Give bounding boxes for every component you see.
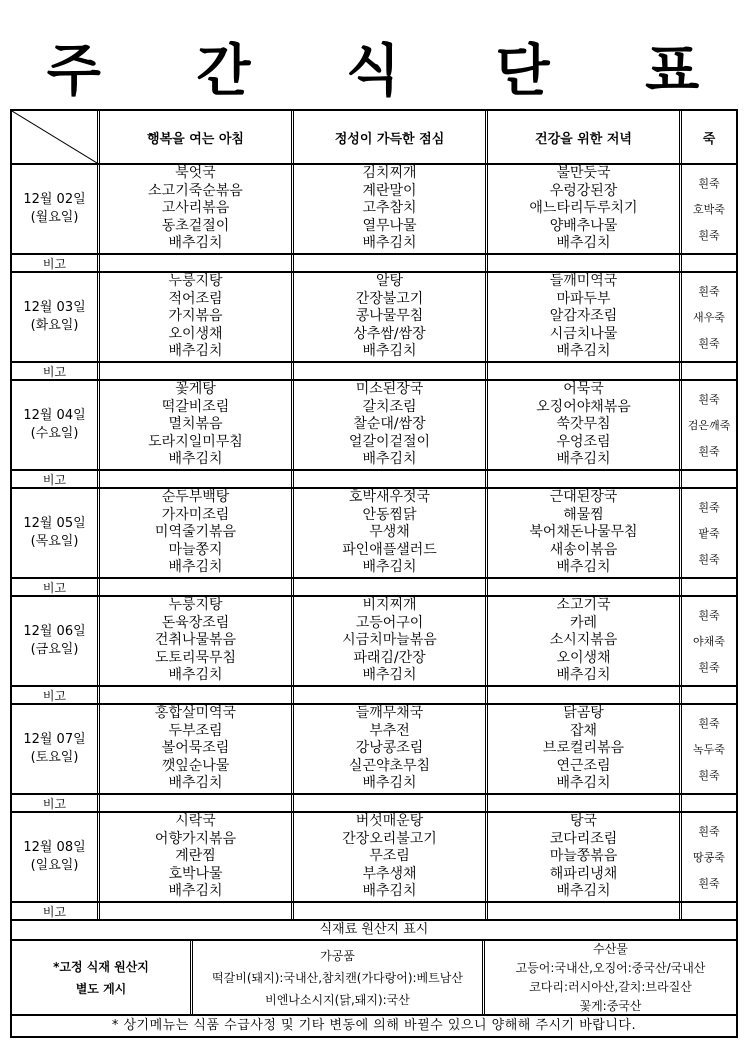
day-row <box>10 381 738 471</box>
day-row <box>10 273 738 363</box>
lunch-item: 배추김치 <box>362 451 417 468</box>
lunch-item: 배추김치 <box>362 343 417 360</box>
breakfast-item: 돈육장조림 <box>161 614 230 631</box>
note-cell <box>488 795 682 811</box>
lunch-item: 파인애플샐러드 <box>342 541 437 558</box>
weekday: (수요일) <box>30 426 79 441</box>
lunch-item: 갈치조림 <box>362 398 417 415</box>
porridge-item: 흰죽 <box>698 609 720 622</box>
porridge-item: 흰죽 <box>698 717 720 730</box>
lunch-cell <box>294 597 488 685</box>
note-label: 비고 <box>12 255 100 271</box>
porridge-item: 새우죽 <box>693 311 725 324</box>
dinner-item: 닭곰탕 <box>563 705 604 721</box>
dinner-item: 시금치나물 <box>549 325 618 342</box>
origin-seafood-title: 수산물 <box>593 941 628 956</box>
note-cell <box>488 471 682 487</box>
breakfast-item: 미역줄기볶음 <box>154 524 237 541</box>
origin-seafood-line: 꽃게:중국산 <box>579 998 642 1013</box>
porridge-item: 야채죽 <box>693 635 725 648</box>
dinner-item: 근대된장국 <box>549 489 618 505</box>
breakfast-item: 소고기죽순볶음 <box>148 182 243 199</box>
porridge-cell <box>682 489 736 577</box>
dinner-cell <box>488 273 682 361</box>
footer-notice: * 상기메뉴는 식품 수급사정 및 기타 변동에 의해 바뀔수 있으니 양해해 주시기 바랍니다. <box>10 1016 738 1038</box>
breakfast-item: 계란찜 <box>175 848 216 865</box>
lunch-cell <box>294 705 488 793</box>
dinner-item: 들깨미역국 <box>549 273 618 289</box>
date-cell <box>12 813 100 901</box>
breakfast-item: 가지볶음 <box>168 308 223 325</box>
note-cell <box>294 579 488 595</box>
porridge-item: 흰죽 <box>698 825 720 838</box>
lunch-item: 상추쌈/쌈장 <box>353 325 426 342</box>
breakfast-item: 배추김치 <box>168 883 223 900</box>
lunch-item: 무조림 <box>369 848 410 865</box>
lunch-item: 무생채 <box>369 524 410 541</box>
dinner-item: 마늘쫑볶음 <box>549 848 618 865</box>
lunch-item: 배추김치 <box>362 775 417 792</box>
lunch-cell <box>294 273 488 361</box>
breakfast-item: 배추김치 <box>168 775 223 792</box>
lunch-item: 배추김치 <box>362 235 417 252</box>
lunch-item: 간장오리불고기 <box>342 830 437 847</box>
breakfast-cell <box>100 597 294 685</box>
date: 12월 02일 <box>23 192 86 207</box>
dinner-cell <box>488 381 682 469</box>
lunch-item: 배추김치 <box>362 883 417 900</box>
lunch-item: 강낭콩조림 <box>355 740 424 757</box>
dinner-cell <box>488 489 682 577</box>
breakfast-cell <box>100 489 294 577</box>
origin-section <box>10 941 738 1016</box>
note-cell <box>100 363 294 379</box>
note-row <box>10 363 738 381</box>
dinner-cell <box>488 813 682 901</box>
lunch-item: 얼갈이겉절이 <box>348 433 431 450</box>
porridge-item: 흰죽 <box>698 877 720 890</box>
date-cell <box>12 381 100 469</box>
porridge-item: 흰죽 <box>698 337 720 350</box>
header-porridge: 죽 <box>702 131 716 147</box>
note-cell <box>100 795 294 811</box>
breakfast-item: 볼어묵조림 <box>161 740 230 757</box>
date: 12월 05일 <box>23 516 86 531</box>
lunch-cell <box>294 381 488 469</box>
dinner-item: 소고기국 <box>556 597 611 613</box>
weekday: (화요일) <box>30 318 79 333</box>
breakfast-cell <box>100 381 294 469</box>
breakfast-item: 동초겉절이 <box>161 217 230 234</box>
dinner-item: 알감자조림 <box>549 308 618 325</box>
note-label: 비고 <box>12 579 100 595</box>
breakfast-item: 고사리볶음 <box>161 200 230 217</box>
origin-fixed-line: 별도 게시 <box>75 981 127 996</box>
dinner-item: 소시지볶음 <box>549 632 618 649</box>
lunch-item: 들깨무채국 <box>355 705 424 721</box>
dinner-item: 배추김치 <box>556 451 611 468</box>
porridge-item: 흰죽 <box>698 393 720 406</box>
menu-table <box>10 109 738 1038</box>
porridge-cell <box>682 381 736 469</box>
origin-processed-line: 비엔나소시지(닭,돼지):국산 <box>265 992 410 1007</box>
breakfast-item: 적어조림 <box>168 290 223 307</box>
dinner-item: 오이생채 <box>556 649 611 666</box>
date: 12월 06일 <box>23 624 86 639</box>
lunch-item: 고추참치 <box>362 200 417 217</box>
lunch-item: 배추김치 <box>362 559 417 576</box>
lunch-cell <box>294 813 488 901</box>
date-cell <box>12 489 100 577</box>
note-cell <box>488 687 682 703</box>
porridge-item: 녹두죽 <box>693 743 725 756</box>
dinner-item: 잡채 <box>569 722 598 739</box>
note-row <box>10 795 738 813</box>
date-cell <box>12 273 100 361</box>
dinner-item: 애느타리두루치기 <box>529 200 638 217</box>
breakfast-item: 건취나물볶음 <box>154 632 237 649</box>
day-row <box>10 489 738 579</box>
breakfast-item: 누룽지탕 <box>168 273 223 289</box>
dinner-item: 배추김치 <box>556 235 611 252</box>
note-label: 비고 <box>12 903 100 919</box>
note-cell <box>682 903 736 919</box>
day-row <box>10 705 738 795</box>
breakfast-item: 배추김치 <box>168 235 223 252</box>
date: 12월 04일 <box>23 408 86 423</box>
breakfast-item: 도라지일미무침 <box>148 433 243 450</box>
note-cell <box>682 795 736 811</box>
breakfast-item: 멸치볶음 <box>168 416 223 433</box>
breakfast-cell <box>100 705 294 793</box>
breakfast-item: 깻잎순나물 <box>161 757 230 774</box>
note-cell <box>100 579 294 595</box>
note-label: 비고 <box>12 363 100 379</box>
dinner-item: 오징어야채볶음 <box>536 398 631 415</box>
dinner-item: 탕국 <box>569 813 598 829</box>
lunch-item: 고등어구이 <box>355 614 424 631</box>
dinner-item: 북어채돈나물무침 <box>529 524 638 541</box>
header-lunch: 정성이 가득한 점심 <box>294 111 488 163</box>
lunch-item: 시금치마늘볶음 <box>342 632 437 649</box>
breakfast-item: 도토리묵무침 <box>154 649 237 666</box>
page-title: 주 간 식 단 표 <box>46 39 738 104</box>
origin-fixed <box>12 941 193 1014</box>
dinner-item: 연근조림 <box>556 757 611 774</box>
note-cell <box>682 579 736 595</box>
weekday: (목요일) <box>30 534 79 549</box>
note-cell <box>294 903 488 919</box>
porridge-cell <box>682 165 736 253</box>
porridge-item: 흰죽 <box>698 177 720 190</box>
porridge-item: 호박죽 <box>693 203 725 216</box>
note-cell <box>100 255 294 271</box>
note-cell <box>488 903 682 919</box>
dinner-item: 배추김치 <box>556 343 611 360</box>
dinner-item: 새송이볶음 <box>549 541 618 558</box>
note-cell <box>488 363 682 379</box>
note-cell <box>100 471 294 487</box>
breakfast-item: 배추김치 <box>168 451 223 468</box>
day-row <box>10 813 738 903</box>
lunch-item: 부추전 <box>369 722 410 739</box>
note-row <box>10 687 738 705</box>
origin-fixed-line: *고정 식재 원산지 <box>53 959 149 974</box>
porridge-item: 흰죽 <box>698 553 720 566</box>
lunch-item: 간장불고기 <box>355 290 424 307</box>
porridge-item: 흰죽 <box>698 501 720 514</box>
note-cell <box>100 687 294 703</box>
origin-processed <box>193 941 485 1014</box>
note-cell <box>488 255 682 271</box>
breakfast-item: 시락국 <box>175 813 216 829</box>
dinner-item: 우렁강된장 <box>549 182 618 199</box>
note-cell <box>682 687 736 703</box>
breakfast-item: 떡갈비조림 <box>161 398 230 415</box>
dinner-item: 코다리조림 <box>549 830 618 847</box>
note-cell <box>488 579 682 595</box>
porridge-cell <box>682 813 736 901</box>
note-row <box>10 579 738 597</box>
date-cell <box>12 705 100 793</box>
lunch-item: 파래김/간장 <box>353 649 426 666</box>
note-cell <box>294 255 488 271</box>
note-label: 비고 <box>12 471 100 487</box>
lunch-cell <box>294 165 488 253</box>
day-row <box>10 165 738 255</box>
note-cell <box>294 471 488 487</box>
lunch-item: 열무나물 <box>362 217 417 234</box>
dinner-item: 양배추나물 <box>549 217 618 234</box>
note-cell <box>682 363 736 379</box>
breakfast-item: 배추김치 <box>168 667 223 684</box>
weekday: (일요일) <box>30 858 79 873</box>
dinner-cell <box>488 597 682 685</box>
lunch-item: 안동찜닭 <box>362 506 417 523</box>
origin-seafood-line: 코다리:러시아산,갈치:브라질산 <box>529 979 692 994</box>
porridge-item: 흰죽 <box>698 285 720 298</box>
lunch-item: 콩나물무침 <box>355 308 424 325</box>
note-cell <box>294 363 488 379</box>
breakfast-item: 두부조림 <box>168 722 223 739</box>
lunch-cell <box>294 489 488 577</box>
porridge-item: 흰죽 <box>698 661 720 674</box>
breakfast-item: 홍합살미역국 <box>154 705 237 721</box>
dinner-item: 배추김치 <box>556 775 611 792</box>
date: 12월 08일 <box>23 840 86 855</box>
porridge-item: 검은깨죽 <box>687 419 731 432</box>
date-cell <box>12 165 100 253</box>
breakfast-item: 배추김치 <box>168 559 223 576</box>
porridge-item: 흰죽 <box>698 445 720 458</box>
lunch-item: 미소된장국 <box>355 381 424 397</box>
note-row <box>10 903 738 921</box>
weekday: (월요일) <box>30 210 79 225</box>
lunch-item: 부추생채 <box>362 865 417 882</box>
breakfast-cell <box>100 813 294 901</box>
dinner-item: 배추김치 <box>556 883 611 900</box>
table-header <box>10 109 738 165</box>
dinner-item: 배추김치 <box>556 559 611 576</box>
origin-title: 식재료 원산지 표시 <box>10 921 738 941</box>
date-cell <box>12 597 100 685</box>
dinner-item: 해물찜 <box>563 506 604 523</box>
porridge-cell <box>682 597 736 685</box>
lunch-item: 알탕 <box>375 273 404 289</box>
porridge-cell <box>682 705 736 793</box>
note-cell <box>682 255 736 271</box>
lunch-item: 비지찌개 <box>362 597 417 613</box>
lunch-item: 버섯매운탕 <box>355 813 424 829</box>
note-label: 비고 <box>12 795 100 811</box>
breakfast-item: 꽃게탕 <box>175 381 216 397</box>
date: 12월 07일 <box>23 732 86 747</box>
breakfast-item: 배추김치 <box>168 343 223 360</box>
porridge-cell <box>682 273 736 361</box>
lunch-item: 배추김치 <box>362 667 417 684</box>
breakfast-cell <box>100 273 294 361</box>
breakfast-item: 누룽지탕 <box>168 597 223 613</box>
porridge-item: 땅콩죽 <box>693 851 725 864</box>
note-row <box>10 255 738 273</box>
dinner-item: 해파리냉채 <box>549 865 618 882</box>
porridge-item: 흰죽 <box>698 769 720 782</box>
breakfast-cell <box>100 165 294 253</box>
breakfast-item: 북엇국 <box>175 165 216 181</box>
note-cell <box>294 687 488 703</box>
note-cell <box>294 795 488 811</box>
dinner-cell <box>488 165 682 253</box>
lunch-item: 계란말이 <box>362 182 417 199</box>
breakfast-item: 오이생채 <box>168 325 223 342</box>
note-row <box>10 471 738 489</box>
dinner-item: 카레 <box>569 614 598 631</box>
origin-processed-line: 떡갈비(돼지):국내산,참치캔(가다랑어):베트남산 <box>212 970 463 985</box>
weekday: (토요일) <box>30 750 79 765</box>
origin-processed-title: 가공품 <box>320 948 355 963</box>
dinner-item: 배추김치 <box>556 667 611 684</box>
day-row <box>10 597 738 687</box>
porridge-item: 흰죽 <box>698 229 720 242</box>
dinner-item: 우엉조림 <box>556 433 611 450</box>
diagonal-corner-cell <box>12 111 100 163</box>
dinner-cell <box>488 705 682 793</box>
origin-seafood <box>485 941 736 1014</box>
note-cell <box>682 471 736 487</box>
porridge-item: 팥죽 <box>698 527 720 540</box>
dinner-item: 불만둣국 <box>556 165 611 181</box>
header-breakfast: 행복을 여는 아침 <box>100 111 294 163</box>
lunch-item: 실곤약초무침 <box>348 757 431 774</box>
breakfast-item: 가자미조림 <box>161 506 230 523</box>
breakfast-item: 순두부백탕 <box>161 489 230 505</box>
breakfast-item: 마늘쫑지 <box>168 541 223 558</box>
dinner-item: 브로컬리볶음 <box>542 740 625 757</box>
note-cell <box>100 903 294 919</box>
diagonal-line <box>12 111 97 163</box>
lunch-item: 김치찌개 <box>362 165 417 181</box>
dinner-item: 쑥갓무침 <box>556 416 611 433</box>
lunch-item: 호박새우젓국 <box>348 489 431 505</box>
date: 12월 03일 <box>23 300 86 315</box>
lunch-item: 찰순대/쌈장 <box>353 416 426 433</box>
dinner-item: 마파두부 <box>556 290 611 307</box>
breakfast-item: 호박나물 <box>168 865 223 882</box>
dinner-item: 어묵국 <box>563 381 604 397</box>
note-label: 비고 <box>12 687 100 703</box>
breakfast-item: 어향가지볶음 <box>154 830 237 847</box>
weekday: (금요일) <box>30 642 79 657</box>
origin-seafood-line: 고등어:국내산,오징어:중국산/국내산 <box>515 960 706 975</box>
header-dinner: 건강을 위한 저녁 <box>488 111 682 163</box>
